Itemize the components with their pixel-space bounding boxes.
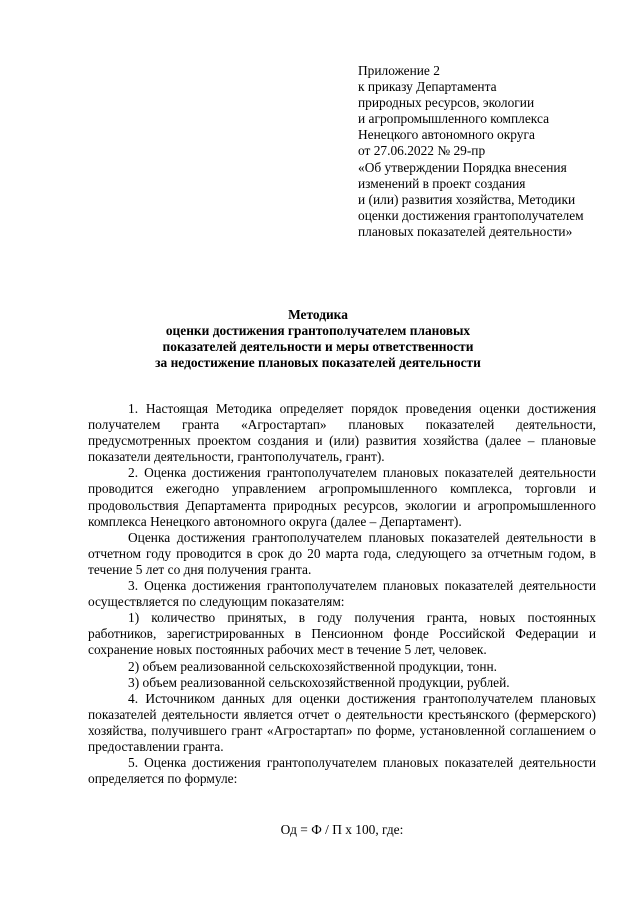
appendix-line: изменений в проект создания bbox=[358, 175, 526, 191]
appendix-line: Приложение 2 bbox=[358, 63, 440, 78]
appendix-line: и (или) развития хозяйства, Методики bbox=[358, 191, 576, 207]
appendix-line: оценки достижения грантополучателем bbox=[358, 207, 584, 223]
appendix-line: и агропромышленного комплекса bbox=[358, 111, 550, 127]
paragraph: 5. Оценка достижения грантополучателем плановых показателей деятельности определяется по формуле: bbox=[88, 755, 596, 787]
title-line: оценки достижения грантополучателем плановых bbox=[165, 323, 471, 338]
appendix-header bbox=[358, 63, 618, 240]
document-title bbox=[88, 307, 548, 371]
paragraph: 3) объем реализованной сельскохозяйственной продукции, рублей. bbox=[128, 674, 510, 690]
appendix-line: природных ресурсов, экологии bbox=[358, 95, 535, 111]
paragraph: 3. Оценка достижения грантополучателем плановых показателей деятельности осуществляется по следующим показателям: bbox=[88, 578, 596, 610]
appendix-line: плановых показателей деятельности» bbox=[358, 223, 573, 239]
appendix-line: «Об утверждении Порядка внесения bbox=[358, 159, 567, 175]
appendix-line: Ненецкого автономного округа bbox=[358, 127, 535, 143]
appendix-line: к приказу Департамента bbox=[358, 79, 497, 95]
paragraph: 2) объем реализованной сельскохозяйственной продукции, тонн. bbox=[128, 658, 498, 674]
title-line: Методика bbox=[288, 307, 348, 322]
appendix-line: от 27.06.2022 № 29-пр bbox=[358, 143, 486, 159]
title-line: показателей деятельности и меры ответственности bbox=[162, 339, 474, 354]
paragraph: 1. Настоящая Методика определяет порядок проведения оценки достижения получателем гранта «Агростартап» плановых показателей деятельности, предусмотренных проектом создания и (или) развития хозяйства (далее – плановые показатели деятельности, грантополучатель, грант). bbox=[88, 401, 596, 465]
paragraph: 4. Источником данных для оценки достижения грантополучателем плановых показателей деятельности является отчет о деятельности крестьянского (фермерского) хозяйства, получившего грант «Агростартап» по форме, установленной соглашением о предоставлении гранта. bbox=[88, 690, 596, 754]
document-body bbox=[88, 401, 596, 787]
paragraph: 1) количество принятых, в году получения гранта, новых постоянных работников, зарегистрированных в Пенсионном фонде Российской Федерации и сохранение новых постоянных рабочих мест в течение 5 лет, человек. bbox=[88, 610, 596, 658]
formula: Од = Ф / П х 100, где: bbox=[280, 822, 404, 837]
paragraph: 2. Оценка достижения грантополучателем плановых показателей деятельности проводится ежегодно управлением агропромышленного комплекса, торговли и продовольствия Департамента природных ресурсов, экологии и агропромышленного комплекса Ненецкого автономного округа (далее – Департамент). bbox=[88, 465, 596, 529]
paragraph: Оценка достижения грантополучателем плановых показателей деятельности в отчетном году проводится в срок до 20 марта года, следующего за отчетным годом, в течение 5 лет со дня получения гранта. bbox=[88, 529, 596, 577]
title-line: за недостижение плановых показателей деятельности bbox=[155, 355, 481, 370]
